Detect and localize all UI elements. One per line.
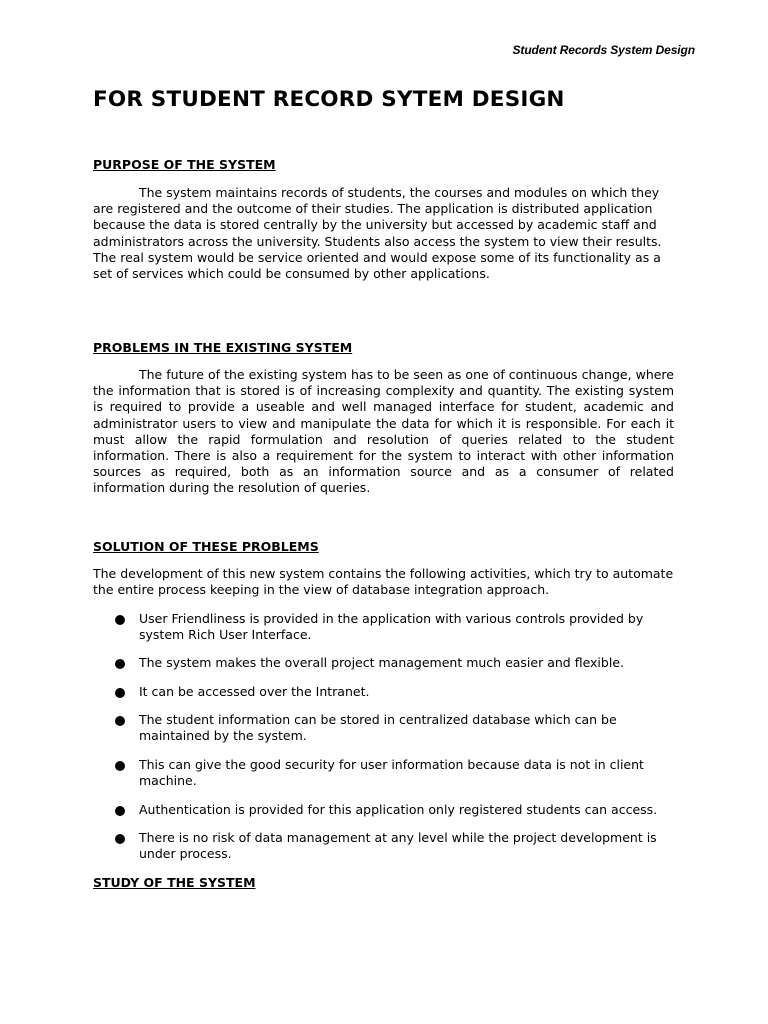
list-item — [114, 830, 676, 862]
section-heading-solution: SOLUTION OF THESE PROBLEMS — [93, 539, 319, 554]
section-heading-problems: PROBLEMS IN THE EXISTING SYSTEM — [93, 340, 353, 355]
list-item — [114, 684, 676, 700]
bullet-icon — [115, 659, 125, 669]
bullet-icon — [115, 834, 125, 844]
paragraph-problems: The future of the existing system has to be seen as one of continuous change, where the information that is stored is of increasing complexity and quantity. The existing system is required to provide a useable and well managed interface for student, academic and administrator users to view and manipulate the data for which it is responsible. For each it must allow the rapid formulation and resolution of queries related to the student information. There is also a requirement for the system to interact with other information sources as required, both as an information source and as a consumer of related information during the resolution of queries. — [93, 367, 674, 496]
list-item-text: This can give the good security for user information because data is not in client machine. — [139, 757, 644, 789]
list-item — [114, 712, 676, 744]
list-item — [114, 802, 676, 818]
paragraph-purpose: The system maintains records of students, the courses and modules on which they are registered and the outcome of their studies. The application is distributed application because the data is stored centrally by the university but accessed by academic staff and administrators across the university. Students also access the system to view their results. The real system would be service oriented and would expose some of its functionality as a set of services which could be consumed by other applications. — [93, 185, 662, 282]
section-heading-study: STUDY OF THE SYSTEM — [93, 875, 256, 890]
list-item-text: The student information can be stored in centralized database which can be maintained by the system. — [139, 712, 617, 744]
list-item — [114, 655, 676, 671]
bullet-icon — [115, 761, 125, 771]
running-header: Student Records System Design — [512, 43, 695, 57]
list-item — [114, 611, 676, 643]
bullet-icon — [115, 806, 125, 816]
paragraph-solution-intro: The development of this new system contains the following activities, which try to automate the entire process keeping in the view of database integration approach. — [93, 566, 674, 598]
list-item — [114, 757, 676, 789]
list-item-text: It can be accessed over the Intranet. — [139, 684, 370, 699]
list-item-text: The system makes the overall project management much easier and flexible. — [139, 655, 624, 670]
bullet-icon — [115, 688, 125, 698]
section-heading-purpose: PURPOSE OF THE SYSTEM — [93, 157, 276, 172]
list-item-text: User Friendliness is provided in the application with various controls provided by system Rich User Interface. — [139, 611, 644, 643]
bullet-icon — [115, 615, 125, 625]
document-title: FOR STUDENT RECORD SYTEM DESIGN — [93, 87, 565, 112]
list-item-text: There is no risk of data management at any level while the project development is under process. — [139, 830, 657, 862]
bullet-icon — [115, 716, 125, 726]
list-item-text: Authentication is provided for this application only registered students can access. — [139, 802, 658, 817]
